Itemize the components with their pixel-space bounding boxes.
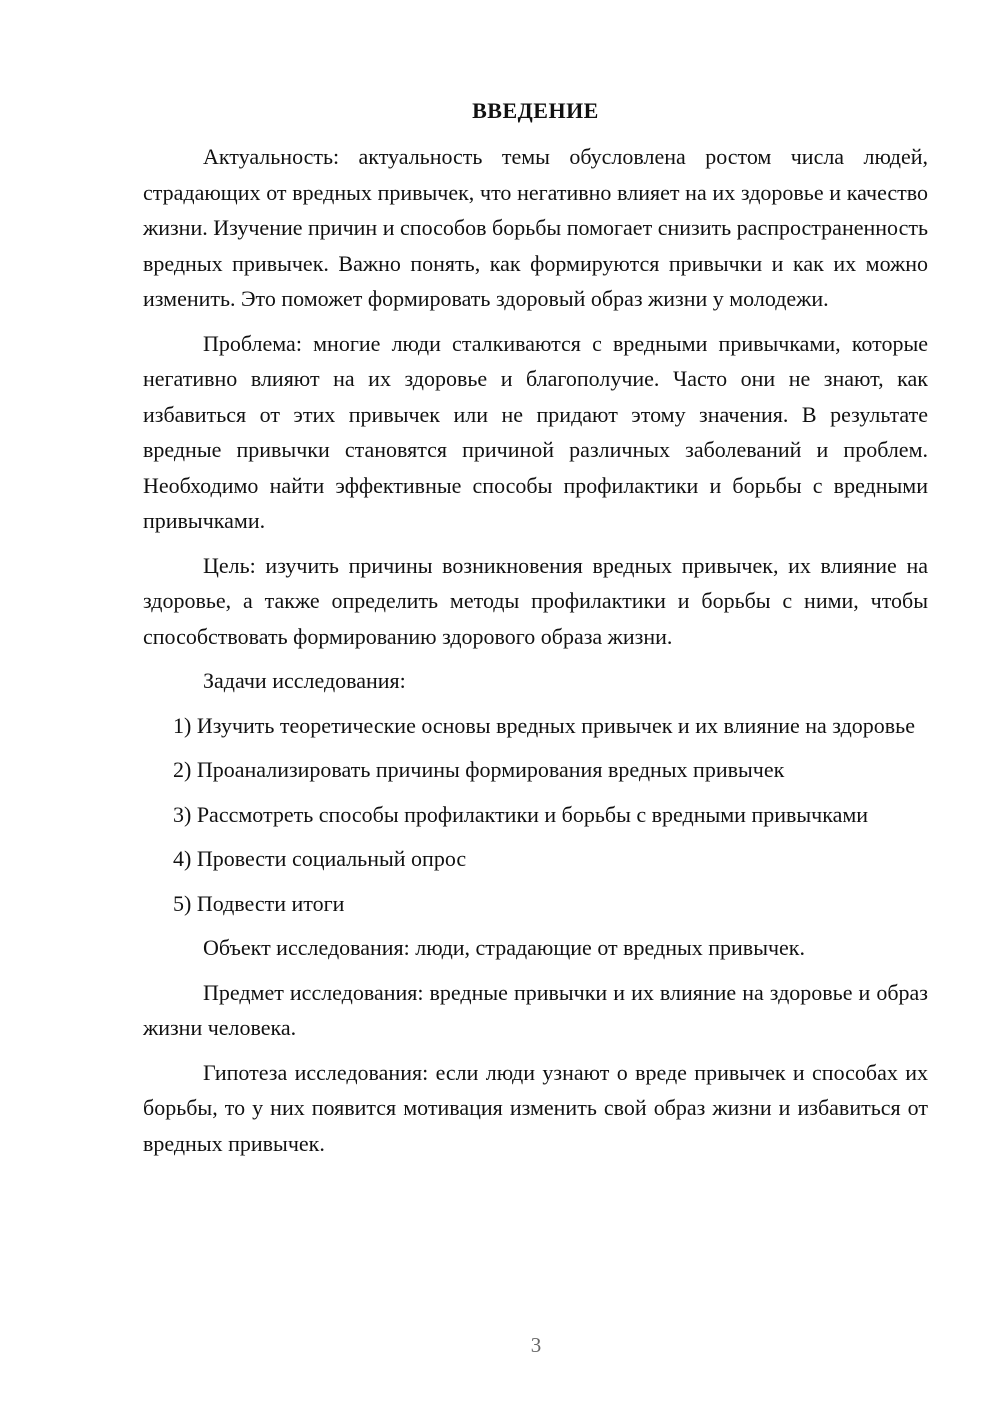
subject-paragraph: Предмет исследования: вредные привычки и их влияние на здоровье и образ жизни человека.	[143, 979, 928, 1040]
task-item: 1) Изучить теоретические основы вредных привычек и их влияние на здоровье	[173, 712, 915, 738]
tasks-heading: Задачи исследования:	[203, 668, 406, 693]
object-paragraph: Объект исследования: люди, страдающие от вредных привычек.	[203, 935, 805, 960]
section-heading: ВВЕДЕНИЕ	[472, 98, 599, 123]
relevance-paragraph: Актуальность: актуальность темы обусловлена ростом числа людей, страдающих от вредных привычек, что негативно влияет на их здоровье и качество жизни. Изучение причин и способов борьбы помогает снизить распространенность вредных привычек. Важно понять, как формируются привычки и как их можно изменить. Это поможет формировать здоровый образ жизни у молодежи.	[143, 144, 928, 311]
problem-paragraph: Проблема: многие люди сталкиваются с вредными привычками, которые негативно влияют на их здоровье и благополучие. Часто они не знают, как избавиться от этих привычек или не придают этому значения. В результате вредные привычки становятся причиной различных заболеваний и проблем. Необходимо найти эффективные способы профилактики и борьбы с вредными привычками.	[143, 330, 928, 533]
task-item: 2) Проанализировать причины формирования вредных привычек	[173, 757, 785, 782]
task-item: 4) Провести социальный опрос	[173, 846, 467, 871]
goal-paragraph: Цель: изучить причины возникновения вредных привычек, их влияние на здоровье, а также определить методы профилактики и борьбы с ними, чтобы способствовать формированию здорового образа жизни.	[143, 552, 928, 649]
task-item: 3) Рассмотреть способы профилактики и борьбы с вредными привычками	[173, 801, 869, 827]
hypothesis-paragraph: Гипотеза исследования: если люди узнают о вреде привычек и способах их борьбы, то у них появится мотивация изменить свой образ жизни и избавиться от вредных привычек.	[143, 1059, 928, 1156]
page-number: 3	[530, 1333, 542, 1357]
document-page	[143, 95, 928, 1170]
task-item: 5) Подвести итоги	[173, 890, 345, 916]
